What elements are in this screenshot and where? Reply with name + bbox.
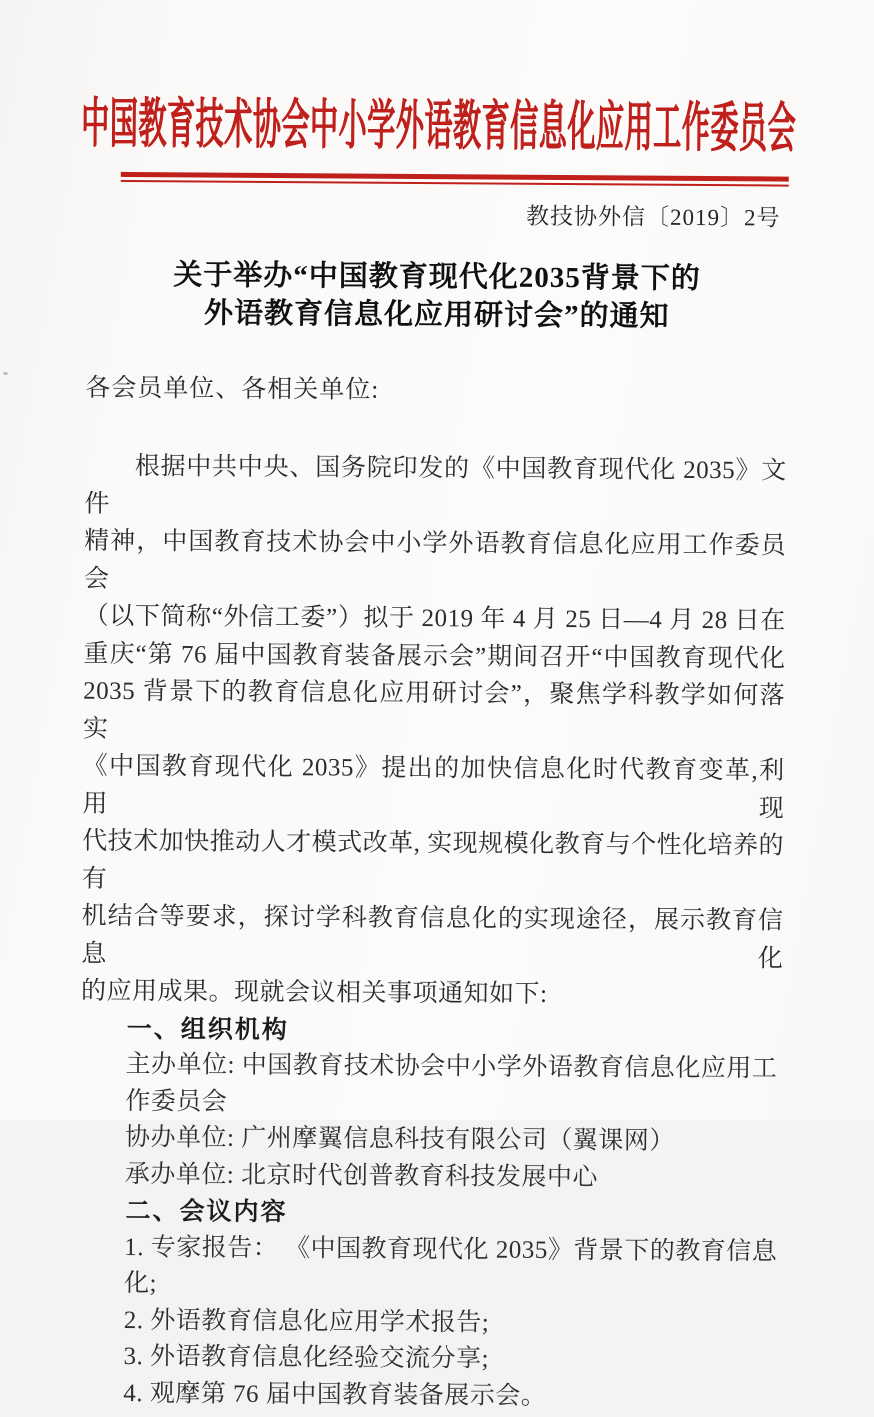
agenda-item: 2. 外语教育信息化应用学术报告; (123, 1306, 490, 1337)
agenda-item: 4. 观摩第 76 届中国教育装备展示会。 (123, 1379, 547, 1410)
paragraph-line: 《中国教育现代化 2035》提出的加快信息化时代教育变革,利用现 (82, 752, 785, 823)
agenda-item: 1. 专家报告： 《中国教育现代化 2035》背景下的教育信息化; (123, 1233, 778, 1298)
paragraph-line: 机结合等要求，探讨学科教育信息化的实现途径，展示教育信息化 (81, 902, 784, 973)
paragraph-line: 的应用成果。现就会议相关事项通知如下: (80, 977, 548, 1008)
section-heading-organization: 一、组织机构 (126, 1014, 289, 1044)
notice-title (86, 256, 789, 337)
section-organization (80, 1010, 783, 1197)
paragraph-line: 重庆“第 76 届中国教育装备展示会”期间召开“中国教育现代化 (83, 640, 786, 673)
organization-item: 主办单位: 中国教育技术协会中小学外语教育信息化应用工作委员会 (125, 1050, 778, 1116)
section-heading-agenda: 二、会议内容 (125, 1196, 288, 1227)
section-agenda-items (78, 1229, 781, 1416)
organization-item: 承办单位: 北京时代创普教育科技发展中心 (124, 1160, 599, 1191)
agenda-item: 3. 外语教育信息化经验交流分享; (123, 1342, 490, 1373)
letterhead-separator-line (121, 172, 789, 187)
section-agenda (78, 1193, 782, 1417)
notice-title-line1: 关于举办“中国教育现代化2035背景下的 (173, 259, 701, 295)
letterhead (80, 92, 796, 161)
letterhead-org-name: 中国教育技术协会中小学外语教育信息化应用工作委员会 (80, 93, 796, 159)
paragraph-line: 精神，中国教育技术协会中小学外语教育信息化应用工作委员会 (83, 527, 787, 593)
paragraph-line: 根据中共中央、国务院印发的《中国教育现代化 2035》文件 (84, 453, 787, 518)
paragraph-line: 2035 背景下的教育信息化应用研讨会”，聚焦学科教学如何落实 (82, 677, 786, 743)
organization-item: 协办单位: 广州摩翼信息科技有限公司（翼课网） (124, 1123, 675, 1155)
paragraph-line: 代技术加快推动人才模式改革, 实现规模化教育与个性化培养的有 (81, 827, 785, 893)
document-number: 教技协外信〔2019〕2号 (525, 203, 781, 231)
body-paragraph (81, 448, 787, 1015)
salutation: 各会员单位、各相关单位: (85, 374, 380, 404)
paragraph-line: （以下简称“外信工委”）拟于 2019 年 4 月 25 日—4 月 28 日在 (83, 602, 786, 635)
notice-title-line2: 外语教育信息化应用研讨会”的通知 (203, 297, 670, 333)
section-organization-items (80, 1047, 783, 1198)
